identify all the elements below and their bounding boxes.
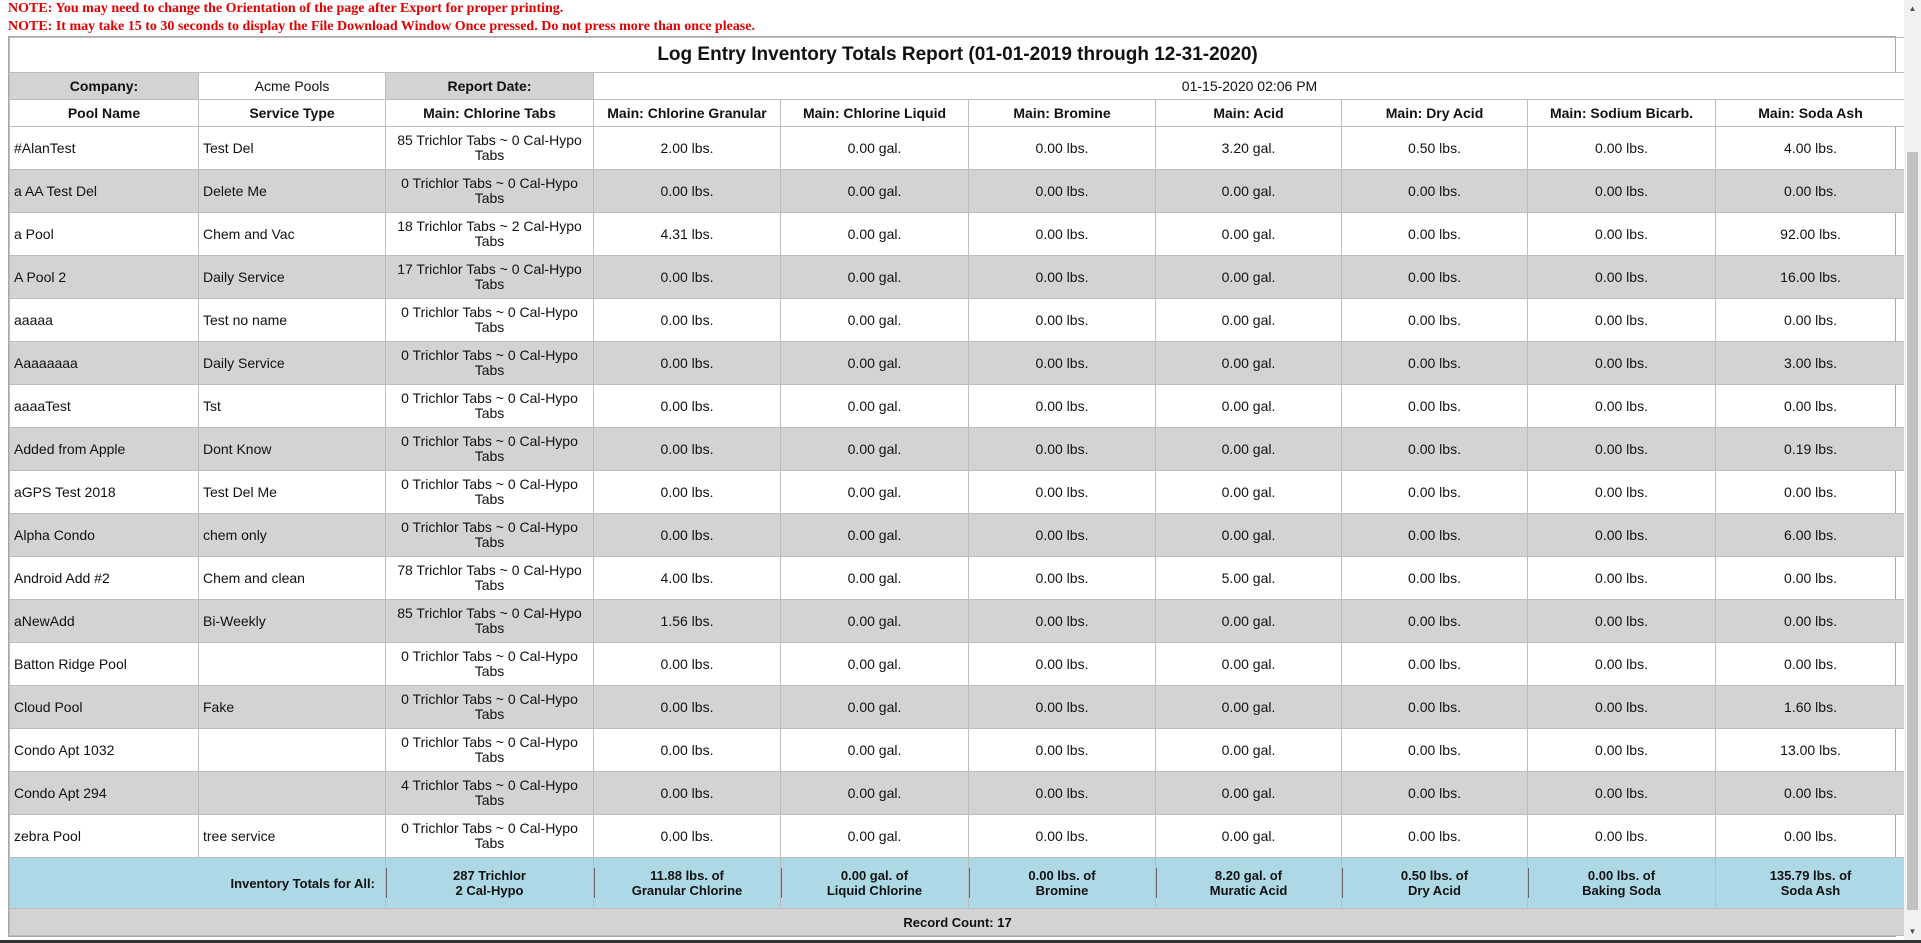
table-cell: 0.00 gal. [1156, 643, 1342, 686]
table-cell: 0.00 gal. [781, 729, 969, 772]
table-cell: 0.00 lbs. [1716, 600, 1906, 643]
table-cell: 0.00 lbs. [1716, 643, 1906, 686]
table-cell: 0 Trichlor Tabs ~ 0 Cal-Hypo Tabs [386, 729, 594, 772]
table-cell: 1.60 lbs. [1716, 686, 1906, 729]
table-cell: 0.00 lbs. [1342, 213, 1528, 256]
total-line: 2 Cal-Hypo [455, 883, 524, 898]
total-line: Baking Soda [1582, 883, 1661, 898]
total-line: 0.00 gal. of [840, 868, 909, 883]
table-cell: 0.00 lbs. [969, 600, 1156, 643]
table-cell: 0.00 lbs. [1342, 557, 1528, 600]
col-header-sodium-bicarb: Main: Sodium Bicarb. [1528, 100, 1716, 127]
table-cell: 0.00 lbs. [594, 686, 781, 729]
table-cell: Bi-Weekly [199, 600, 386, 643]
record-count-row [10, 909, 1906, 936]
table-cell: 0.00 lbs. [1342, 729, 1528, 772]
total-line: 11.88 lbs. of [650, 868, 724, 883]
table-cell: 0.00 lbs. [1528, 299, 1716, 342]
table-cell: 0.00 gal. [1156, 686, 1342, 729]
company-label: Company: [10, 73, 199, 100]
table-cell: Test no name [199, 299, 386, 342]
table-cell: 0.00 lbs. [969, 471, 1156, 514]
table-cell: 0.00 lbs. [1342, 170, 1528, 213]
table-cell [199, 643, 386, 686]
total-cell [1342, 858, 1528, 909]
total-line: Bromine [1035, 883, 1089, 898]
table-cell: 0.00 gal. [781, 600, 969, 643]
table-cell: 0.00 lbs. [1342, 342, 1528, 385]
table-cell: 0.00 lbs. [1716, 170, 1906, 213]
table-row [10, 557, 1906, 600]
table-cell: chem only [199, 514, 386, 557]
table-cell: 0.00 lbs. [1528, 385, 1716, 428]
total-cell [781, 858, 969, 909]
table-cell: 0.00 lbs. [1528, 557, 1716, 600]
col-header-soda-ash: Main: Soda Ash [1716, 100, 1906, 127]
table-cell: 0.00 lbs. [1528, 600, 1716, 643]
totals-label: Inventory Totals for All: [10, 858, 386, 909]
total-line: Granular Chlorine [631, 883, 743, 898]
table-cell: 0.00 gal. [1156, 772, 1342, 815]
table-cell: 0.00 lbs. [1716, 299, 1906, 342]
table-cell: 0 Trichlor Tabs ~ 0 Cal-Hypo Tabs [386, 385, 594, 428]
scrollbar-thumb[interactable] [1907, 152, 1918, 910]
table-cell: 0.00 gal. [1156, 213, 1342, 256]
total-line: 8.20 gal. of [1214, 868, 1283, 883]
table-cell: 0.00 gal. [781, 342, 969, 385]
table-cell: 0.00 gal. [1156, 729, 1342, 772]
table-cell: 0.00 lbs. [1528, 342, 1716, 385]
table-cell: 0.00 gal. [1156, 428, 1342, 471]
table-cell: 0 Trichlor Tabs ~ 0 Cal-Hypo Tabs [386, 643, 594, 686]
scroll-up-arrow-icon[interactable]: ▲ [1908, 4, 1917, 13]
table-cell: 0.00 lbs. [1716, 385, 1906, 428]
note-orientation: NOTE: You may need to change the Orientation of the page after Export for proper printing. [8, 1, 564, 16]
table-row [10, 256, 1906, 299]
table-cell: 4.31 lbs. [594, 213, 781, 256]
table-cell: 0.00 lbs. [969, 428, 1156, 471]
col-header-chlorine-tabs: Main: Chlorine Tabs [386, 100, 594, 127]
table-cell: 0.00 lbs. [1528, 170, 1716, 213]
total-line: Soda Ash [1780, 883, 1841, 898]
table-cell: A Pool 2 [10, 256, 199, 299]
table-cell: 0.00 lbs. [594, 385, 781, 428]
table-cell: 0.00 gal. [1156, 299, 1342, 342]
table-cell: 17 Trichlor Tabs ~ 0 Cal-Hypo Tabs [386, 256, 594, 299]
total-line: 0.00 lbs. of [1028, 868, 1096, 883]
table-cell: Test Del Me [199, 471, 386, 514]
total-line: 0.50 lbs. of [1400, 868, 1469, 883]
company-value: Acme Pools [199, 73, 386, 100]
table-row [10, 385, 1906, 428]
report [8, 36, 1896, 937]
table-cell: 3.20 gal. [1156, 127, 1342, 170]
table-cell: 0 Trichlor Tabs ~ 0 Cal-Hypo Tabs [386, 342, 594, 385]
table-cell: 0.00 lbs. [1716, 815, 1906, 858]
notes [8, 0, 755, 36]
table-cell: 0.00 lbs. [969, 342, 1156, 385]
report-title: Log Entry Inventory Totals Report (01-01-2019 through 12-31-2020) [10, 38, 1906, 73]
table-cell: 0.00 gal. [781, 772, 969, 815]
table-cell: 0 Trichlor Tabs ~ 0 Cal-Hypo Tabs [386, 471, 594, 514]
report-title-row [10, 38, 1906, 73]
total-cell [594, 858, 781, 909]
table-cell: 0.00 gal. [781, 471, 969, 514]
table-cell: 0.00 lbs. [969, 686, 1156, 729]
table-cell: 0.00 gal. [781, 170, 969, 213]
col-header-pool-name: Pool Name [10, 100, 199, 127]
table-cell: 5.00 gal. [1156, 557, 1342, 600]
table-cell: 0.00 gal. [781, 385, 969, 428]
table-row [10, 686, 1906, 729]
table-cell: 0 Trichlor Tabs ~ 0 Cal-Hypo Tabs [386, 428, 594, 471]
table-cell: 0.00 lbs. [1528, 471, 1716, 514]
table-cell: Condo Apt 1032 [10, 729, 199, 772]
table-cell: 0.00 lbs. [594, 643, 781, 686]
col-header-chlorine-granular: Main: Chlorine Granular [594, 100, 781, 127]
table-cell: 0.00 lbs. [1528, 127, 1716, 170]
record-count: Record Count: 17 [10, 909, 1906, 936]
table-cell: 0.00 lbs. [1342, 385, 1528, 428]
table-cell: 0.00 lbs. [1716, 471, 1906, 514]
vertical-scrollbar[interactable] [1904, 0, 1921, 943]
table-row [10, 815, 1906, 858]
table-cell: 4.00 lbs. [1716, 127, 1906, 170]
table-cell: 0.00 gal. [1156, 514, 1342, 557]
table-cell: Batton Ridge Pool [10, 643, 199, 686]
table-cell: Cloud Pool [10, 686, 199, 729]
table-cell: 0.00 gal. [781, 256, 969, 299]
table-cell: a Pool [10, 213, 199, 256]
table-cell: 0.00 gal. [1156, 815, 1342, 858]
table-cell: 0.00 lbs. [969, 127, 1156, 170]
col-header-service-type: Service Type [199, 100, 386, 127]
table-cell: 0.00 gal. [781, 557, 969, 600]
table-cell: Chem and clean [199, 557, 386, 600]
table-cell: 0.00 lbs. [1342, 815, 1528, 858]
table-cell: 18 Trichlor Tabs ~ 2 Cal-Hypo Tabs [386, 213, 594, 256]
table-cell: 0 Trichlor Tabs ~ 0 Cal-Hypo Tabs [386, 299, 594, 342]
table-cell: Chem and Vac [199, 213, 386, 256]
table-cell: 0.00 lbs. [1342, 256, 1528, 299]
table-cell: 0.00 lbs. [594, 170, 781, 213]
table-cell [199, 772, 386, 815]
table-cell: 0.00 lbs. [1342, 772, 1528, 815]
table-cell: 0.00 lbs. [969, 557, 1156, 600]
table-row [10, 213, 1906, 256]
table-cell: 0.00 lbs. [594, 299, 781, 342]
total-line: Dry Acid [1408, 883, 1461, 898]
totals-row [10, 858, 1906, 909]
table-row [10, 127, 1906, 170]
table-row [10, 428, 1906, 471]
table-cell: 0.00 lbs. [969, 643, 1156, 686]
table-cell: 85 Trichlor Tabs ~ 0 Cal-Hypo Tabs [386, 127, 594, 170]
table-cell: 0.00 lbs. [594, 729, 781, 772]
table-cell: 4 Trichlor Tabs ~ 0 Cal-Hypo Tabs [386, 772, 594, 815]
table-cell: tree service [199, 815, 386, 858]
table-cell: 0.00 lbs. [594, 428, 781, 471]
table-row [10, 170, 1906, 213]
table-cell: 85 Trichlor Tabs ~ 0 Cal-Hypo Tabs [386, 600, 594, 643]
table-cell: 0.00 lbs. [969, 256, 1156, 299]
total-cell [1156, 858, 1342, 909]
table-cell: 0.00 gal. [1156, 600, 1342, 643]
total-cell [386, 858, 594, 909]
table-row [10, 471, 1906, 514]
table-cell: 0.00 lbs. [594, 815, 781, 858]
table-cell: aNewAdd [10, 600, 199, 643]
table-cell: 0.00 lbs. [1716, 557, 1906, 600]
table-cell: 2.00 lbs. [594, 127, 781, 170]
table-cell: 92.00 lbs. [1716, 213, 1906, 256]
table-cell: 0.00 lbs. [1528, 686, 1716, 729]
total-cell [1528, 858, 1716, 909]
table-cell: #AlanTest [10, 127, 199, 170]
table-cell: 0.00 lbs. [1528, 514, 1716, 557]
table-row [10, 643, 1906, 686]
col-header-dry-acid: Main: Dry Acid [1342, 100, 1528, 127]
report-table [9, 37, 1906, 936]
table-cell: 0.00 lbs. [594, 514, 781, 557]
table-cell: 0.00 lbs. [1342, 686, 1528, 729]
table-cell: Dont Know [199, 428, 386, 471]
table-cell: 0.00 gal. [1156, 342, 1342, 385]
table-cell: 1.56 lbs. [594, 600, 781, 643]
table-cell: Aaaaaaaa [10, 342, 199, 385]
col-header-bromine: Main: Bromine [969, 100, 1156, 127]
table-cell: 0.00 lbs. [969, 299, 1156, 342]
note-download-wait: NOTE: It may take 15 to 30 seconds to display the File Download Window Once pressed. Do not press more than once please. [8, 19, 755, 34]
table-cell: 0.00 lbs. [594, 471, 781, 514]
table-cell: 0.00 lbs. [1528, 772, 1716, 815]
col-header-acid: Main: Acid [1156, 100, 1342, 127]
table-cell: 6.00 lbs. [1716, 514, 1906, 557]
table-cell: 0.00 lbs. [1528, 815, 1716, 858]
report-date-value: 01-15-2020 02:06 PM [594, 73, 1906, 100]
table-cell: zebra Pool [10, 815, 199, 858]
table-cell: aaaaTest [10, 385, 199, 428]
table-cell: aGPS Test 2018 [10, 471, 199, 514]
table-row [10, 600, 1906, 643]
total-line: 135.79 lbs. of [1769, 868, 1852, 883]
table-cell: 0.00 lbs. [1342, 299, 1528, 342]
table-row [10, 772, 1906, 815]
table-row [10, 342, 1906, 385]
table-cell: 0.00 gal. [781, 127, 969, 170]
table-cell: 0.00 lbs. [1528, 428, 1716, 471]
table-cell: 3.00 lbs. [1716, 342, 1906, 385]
table-cell: a AA Test Del [10, 170, 199, 213]
table-row [10, 729, 1906, 772]
table-cell: 0.00 gal. [781, 514, 969, 557]
table-cell: 4.00 lbs. [594, 557, 781, 600]
table-cell: 0.00 gal. [1156, 471, 1342, 514]
table-cell: Fake [199, 686, 386, 729]
total-cell [969, 858, 1156, 909]
table-cell: 0.00 gal. [1156, 385, 1342, 428]
table-cell: 0.00 lbs. [969, 385, 1156, 428]
table-cell: Added from Apple [10, 428, 199, 471]
table-cell: Test Del [199, 127, 386, 170]
table-cell: 0 Trichlor Tabs ~ 0 Cal-Hypo Tabs [386, 815, 594, 858]
report-date-label: Report Date: [386, 73, 594, 100]
total-cell [1716, 858, 1906, 909]
table-cell: Delete Me [199, 170, 386, 213]
table-cell: Alpha Condo [10, 514, 199, 557]
table-cell: 0.00 lbs. [969, 815, 1156, 858]
table-cell: 0.00 lbs. [1342, 471, 1528, 514]
total-line: Liquid Chlorine [826, 883, 923, 898]
report-info-row [10, 73, 1906, 100]
table-cell: 0 Trichlor Tabs ~ 0 Cal-Hypo Tabs [386, 514, 594, 557]
table-cell: 0.00 gal. [1156, 170, 1342, 213]
table-cell: 0.00 lbs. [969, 729, 1156, 772]
table-cell: 0.00 lbs. [1528, 729, 1716, 772]
table-cell: 0.00 lbs. [1342, 643, 1528, 686]
table-cell: 0.00 lbs. [594, 342, 781, 385]
table-cell: 0.00 lbs. [969, 772, 1156, 815]
table-cell: 0.00 lbs. [969, 170, 1156, 213]
table-cell: 0.50 lbs. [1342, 127, 1528, 170]
column-header-row [10, 100, 1906, 127]
table-cell: 0.00 lbs. [969, 514, 1156, 557]
table-cell: 0.00 lbs. [594, 256, 781, 299]
table-cell: 0.00 gal. [781, 686, 969, 729]
table-cell: 0.00 gal. [781, 428, 969, 471]
table-cell: Daily Service [199, 256, 386, 299]
table-cell: 13.00 lbs. [1716, 729, 1906, 772]
total-line: Muratic Acid [1209, 883, 1288, 898]
table-cell: 0.00 lbs. [1342, 514, 1528, 557]
total-line: 0.00 lbs. of [1587, 868, 1656, 883]
table-cell: 0.00 lbs. [1342, 600, 1528, 643]
table-cell: Tst [199, 385, 386, 428]
table-cell: 0.00 gal. [781, 643, 969, 686]
table-cell: 78 Trichlor Tabs ~ 0 Cal-Hypo Tabs [386, 557, 594, 600]
total-line: 287 Trichlor [453, 868, 526, 883]
scroll-down-arrow-icon[interactable]: ▼ [1908, 927, 1917, 936]
table-cell: 0 Trichlor Tabs ~ 0 Cal-Hypo Tabs [386, 686, 594, 729]
table-cell: Android Add #2 [10, 557, 199, 600]
table-cell: 0.00 gal. [781, 299, 969, 342]
table-cell: 0.00 lbs. [1716, 772, 1906, 815]
table-cell: Condo Apt 294 [10, 772, 199, 815]
table-cell: aaaaa [10, 299, 199, 342]
table-cell: 0.00 lbs. [1342, 428, 1528, 471]
table-cell: 0 Trichlor Tabs ~ 0 Cal-Hypo Tabs [386, 170, 594, 213]
table-cell: 0.00 lbs. [1528, 256, 1716, 299]
table-row [10, 299, 1906, 342]
table-cell: 0.00 lbs. [594, 772, 781, 815]
col-header-chlorine-liquid: Main: Chlorine Liquid [781, 100, 969, 127]
table-cell: 0.00 lbs. [1528, 643, 1716, 686]
table-cell: 0.00 lbs. [1528, 213, 1716, 256]
table-cell: 0.00 gal. [781, 815, 969, 858]
table-row [10, 514, 1906, 557]
table-cell: 16.00 lbs. [1716, 256, 1906, 299]
table-cell [199, 729, 386, 772]
table-cell: Daily Service [199, 342, 386, 385]
table-cell: 0.00 lbs. [969, 213, 1156, 256]
table-cell: 0.19 lbs. [1716, 428, 1906, 471]
table-cell: 0.00 gal. [1156, 256, 1342, 299]
table-cell: 0.00 gal. [781, 213, 969, 256]
